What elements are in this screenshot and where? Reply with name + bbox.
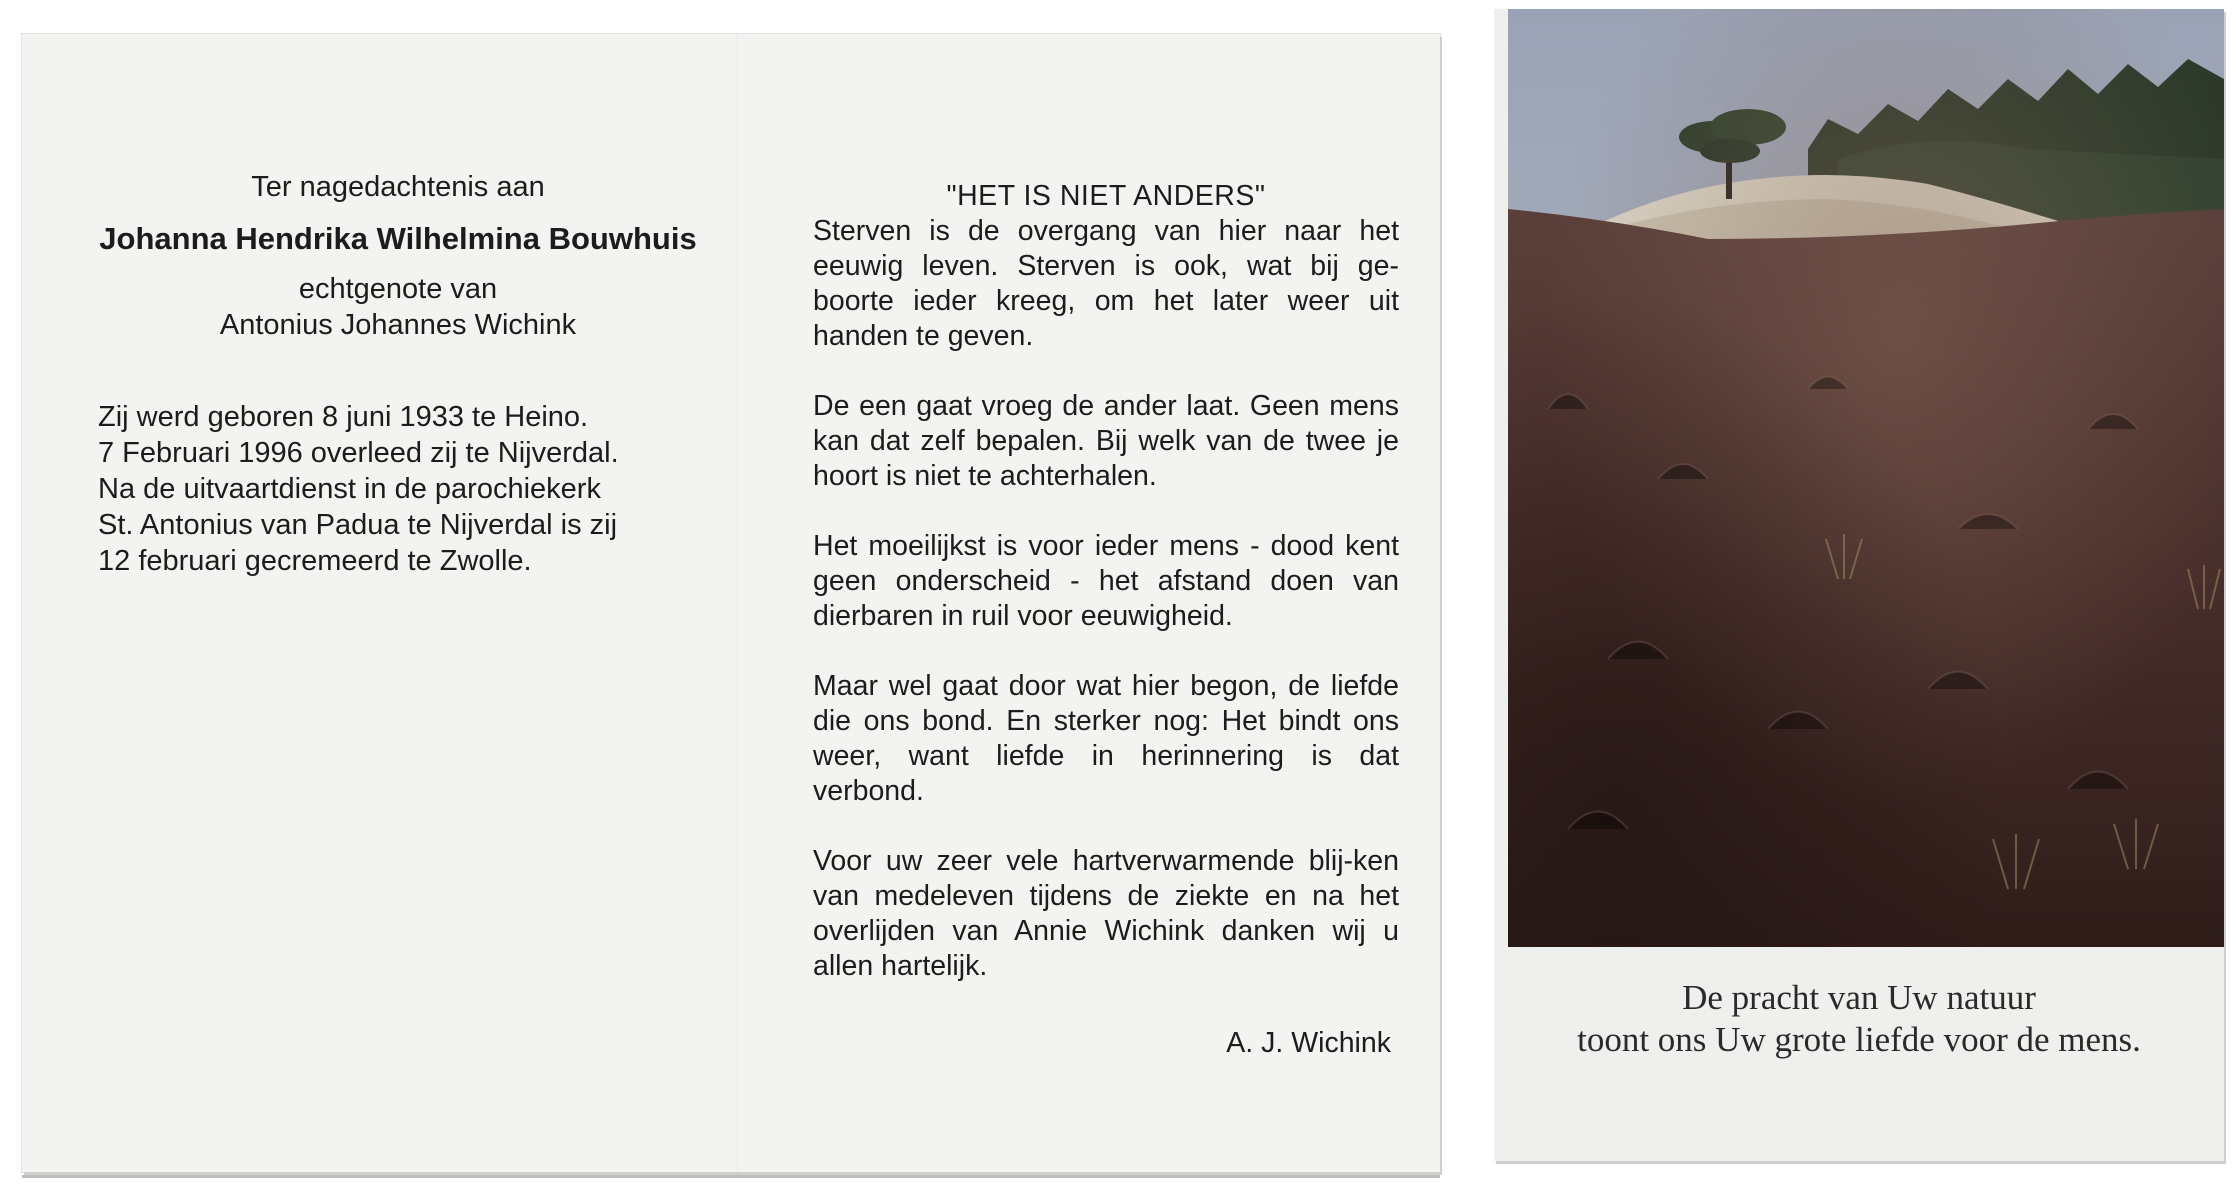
caption-line: De pracht van Uw natuur — [1682, 978, 2036, 1017]
detail-line: St. Antonius van Padua te Nijverdal is zij — [98, 509, 618, 541]
detail-line: Zij werd geboren 8 juni 1933 te Heino. — [98, 401, 589, 433]
deceased-name: Johanna Hendrika Wilhelmina Bouwhuis — [99, 221, 697, 256]
intro-text: Ter nagedachtenis aan — [251, 171, 545, 203]
poem-paragraph: Sterven is de overgang van hier naar het eeuwig leven. Sterven is ook, wat bij ge-boorte ieder kreeg, om het later weer uit handen te geven. — [813, 215, 1399, 352]
left-page — [98, 169, 698, 579]
poem-paragraph: Het moeilijkst is voor ieder mens - dood kent geen onderscheid - het afstand doen van dierbaren in ruil voor eeuwigheid. — [813, 530, 1399, 632]
poem-paragraph: Maar wel gaat door wat hier begon, de liefde die ons bond. En sterker nog: Het bindt ons weer, want liefde in herinnering is dat verbond. — [813, 670, 1399, 807]
card-edge — [22, 1175, 1440, 1178]
right-page — [813, 179, 1399, 1061]
relation-text: echtgenote van — [298, 273, 498, 305]
detail-line: 7 Februari 1996 overleed zij te Nijverdal. — [98, 437, 619, 469]
life-details — [98, 399, 698, 579]
spouse-name: Antonius Johannes Wichink — [219, 309, 577, 341]
photo-card — [1494, 9, 2224, 1161]
thanks-paragraph: Voor uw zeer vele hartverwarmende blij-ken van medeleven tijdens de ziekte en na het overlijden van Annie Wichink danken wij u allen hartelijk. — [813, 845, 1399, 982]
memorial-card — [22, 34, 1440, 1172]
detail-line: 12 februari gecremeerd te Zwolle. — [98, 545, 532, 577]
caption-line: toont ons Uw grote liefde voor de mens. — [1577, 1020, 2141, 1059]
heathland-photo — [1508, 9, 2224, 947]
poem-paragraph: De een gaat vroeg de ander laat. Geen mens kan dat zelf bepalen. Bij welk van de twee je hoort is niet te achterhalen. — [813, 390, 1399, 492]
detail-line: Na de uitvaartdienst in de parochiekerk — [98, 473, 601, 505]
signature: A. J. Wichink — [1226, 1027, 1391, 1059]
poem-title: "HET IS NIET ANDERS" — [946, 180, 1266, 212]
card-fold — [737, 34, 739, 1172]
photo-caption — [1494, 977, 2224, 1061]
